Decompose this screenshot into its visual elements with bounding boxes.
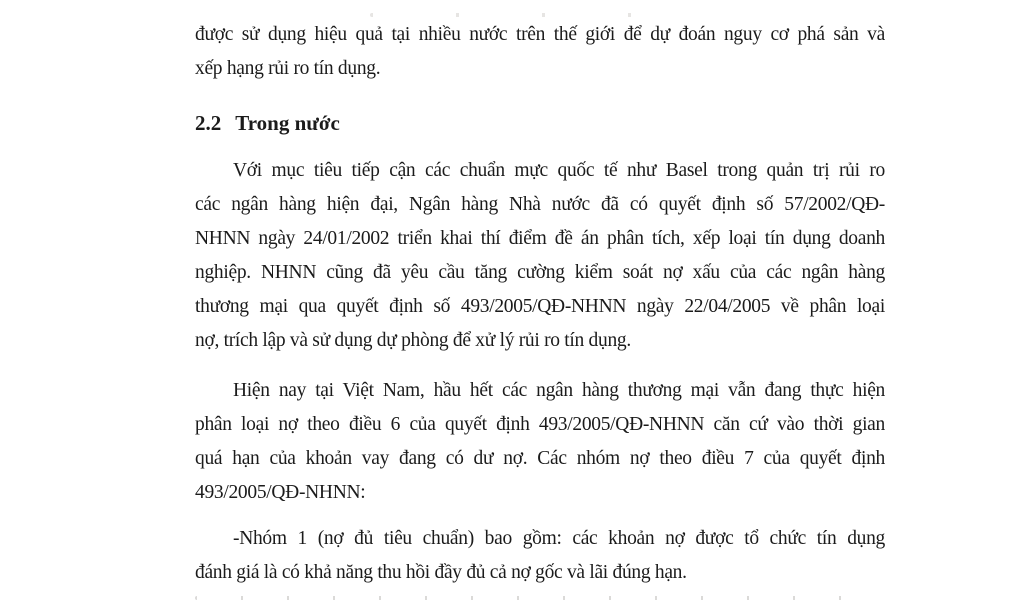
text-line: đánh giá là có khả năng thu hồi đầy đủ cả nợ gốc và lãi đúng hạn. [195,562,687,583]
text-line: quá hạn của khoản vay đang có dư nợ. Các nhóm nợ theo điều 7 của quyết định [195,448,885,469]
section-number: 2.2 [195,111,222,135]
text-line: -Nhóm 1 (nợ đủ tiêu chuẩn) bao gồm: các khoản nợ được tổ chức tín dụng [233,528,885,549]
text-line: phân loại nợ theo điều 6 của quyết định 493/2005/QĐ-NHNN căn cứ vào thời gian [195,414,885,435]
clipped-previous-line-remnant [370,13,700,17]
section-heading [195,106,885,140]
text-line: nghiệp. NHNN cũng đã yêu cầu tăng cường kiểm soát nợ xấu của các ngân hàng [195,262,885,283]
text-line: Với mục tiêu tiếp cận các chuẩn mực quốc tế như Basel trong quản trị rủi ro [233,160,885,181]
text-line: nợ, trích lập và sử dụng dự phòng để xử lý rủi ro tín dụng. [195,330,631,351]
text-line: được sử dụng hiệu quả tại nhiều nước trên thế giới để dự đoán nguy cơ phá sản và [195,24,885,45]
text-line: thương mại qua quyết định số 493/2005/QĐ-NHNN ngày 22/04/2005 về phân loại [195,296,885,317]
text-line: các ngân hàng hiện đại, Ngân hàng Nhà nước đã có quyết định số 57/2002/QĐ- [195,194,885,215]
paragraph-nhom-1 [195,522,885,590]
text-line: xếp hạng rủi ro tín dụng. [195,58,381,79]
text-line: 493/2005/QĐ-NHNN: [195,482,366,503]
page-content [195,18,885,590]
paragraph-basel [195,154,885,358]
clipped-next-line-remnant [195,596,885,600]
paragraph-intro [195,18,885,86]
section-title: Trong nước [235,111,340,135]
text-line: NHNN ngày 24/01/2002 triển khai thí điểm đề án phân tích, xếp loại tín dụng doanh [195,228,885,249]
paragraph-hien-nay [195,374,885,510]
text-line: Hiện nay tại Việt Nam, hầu hết các ngân hàng thương mại vẫn đang thực hiện [233,380,885,401]
